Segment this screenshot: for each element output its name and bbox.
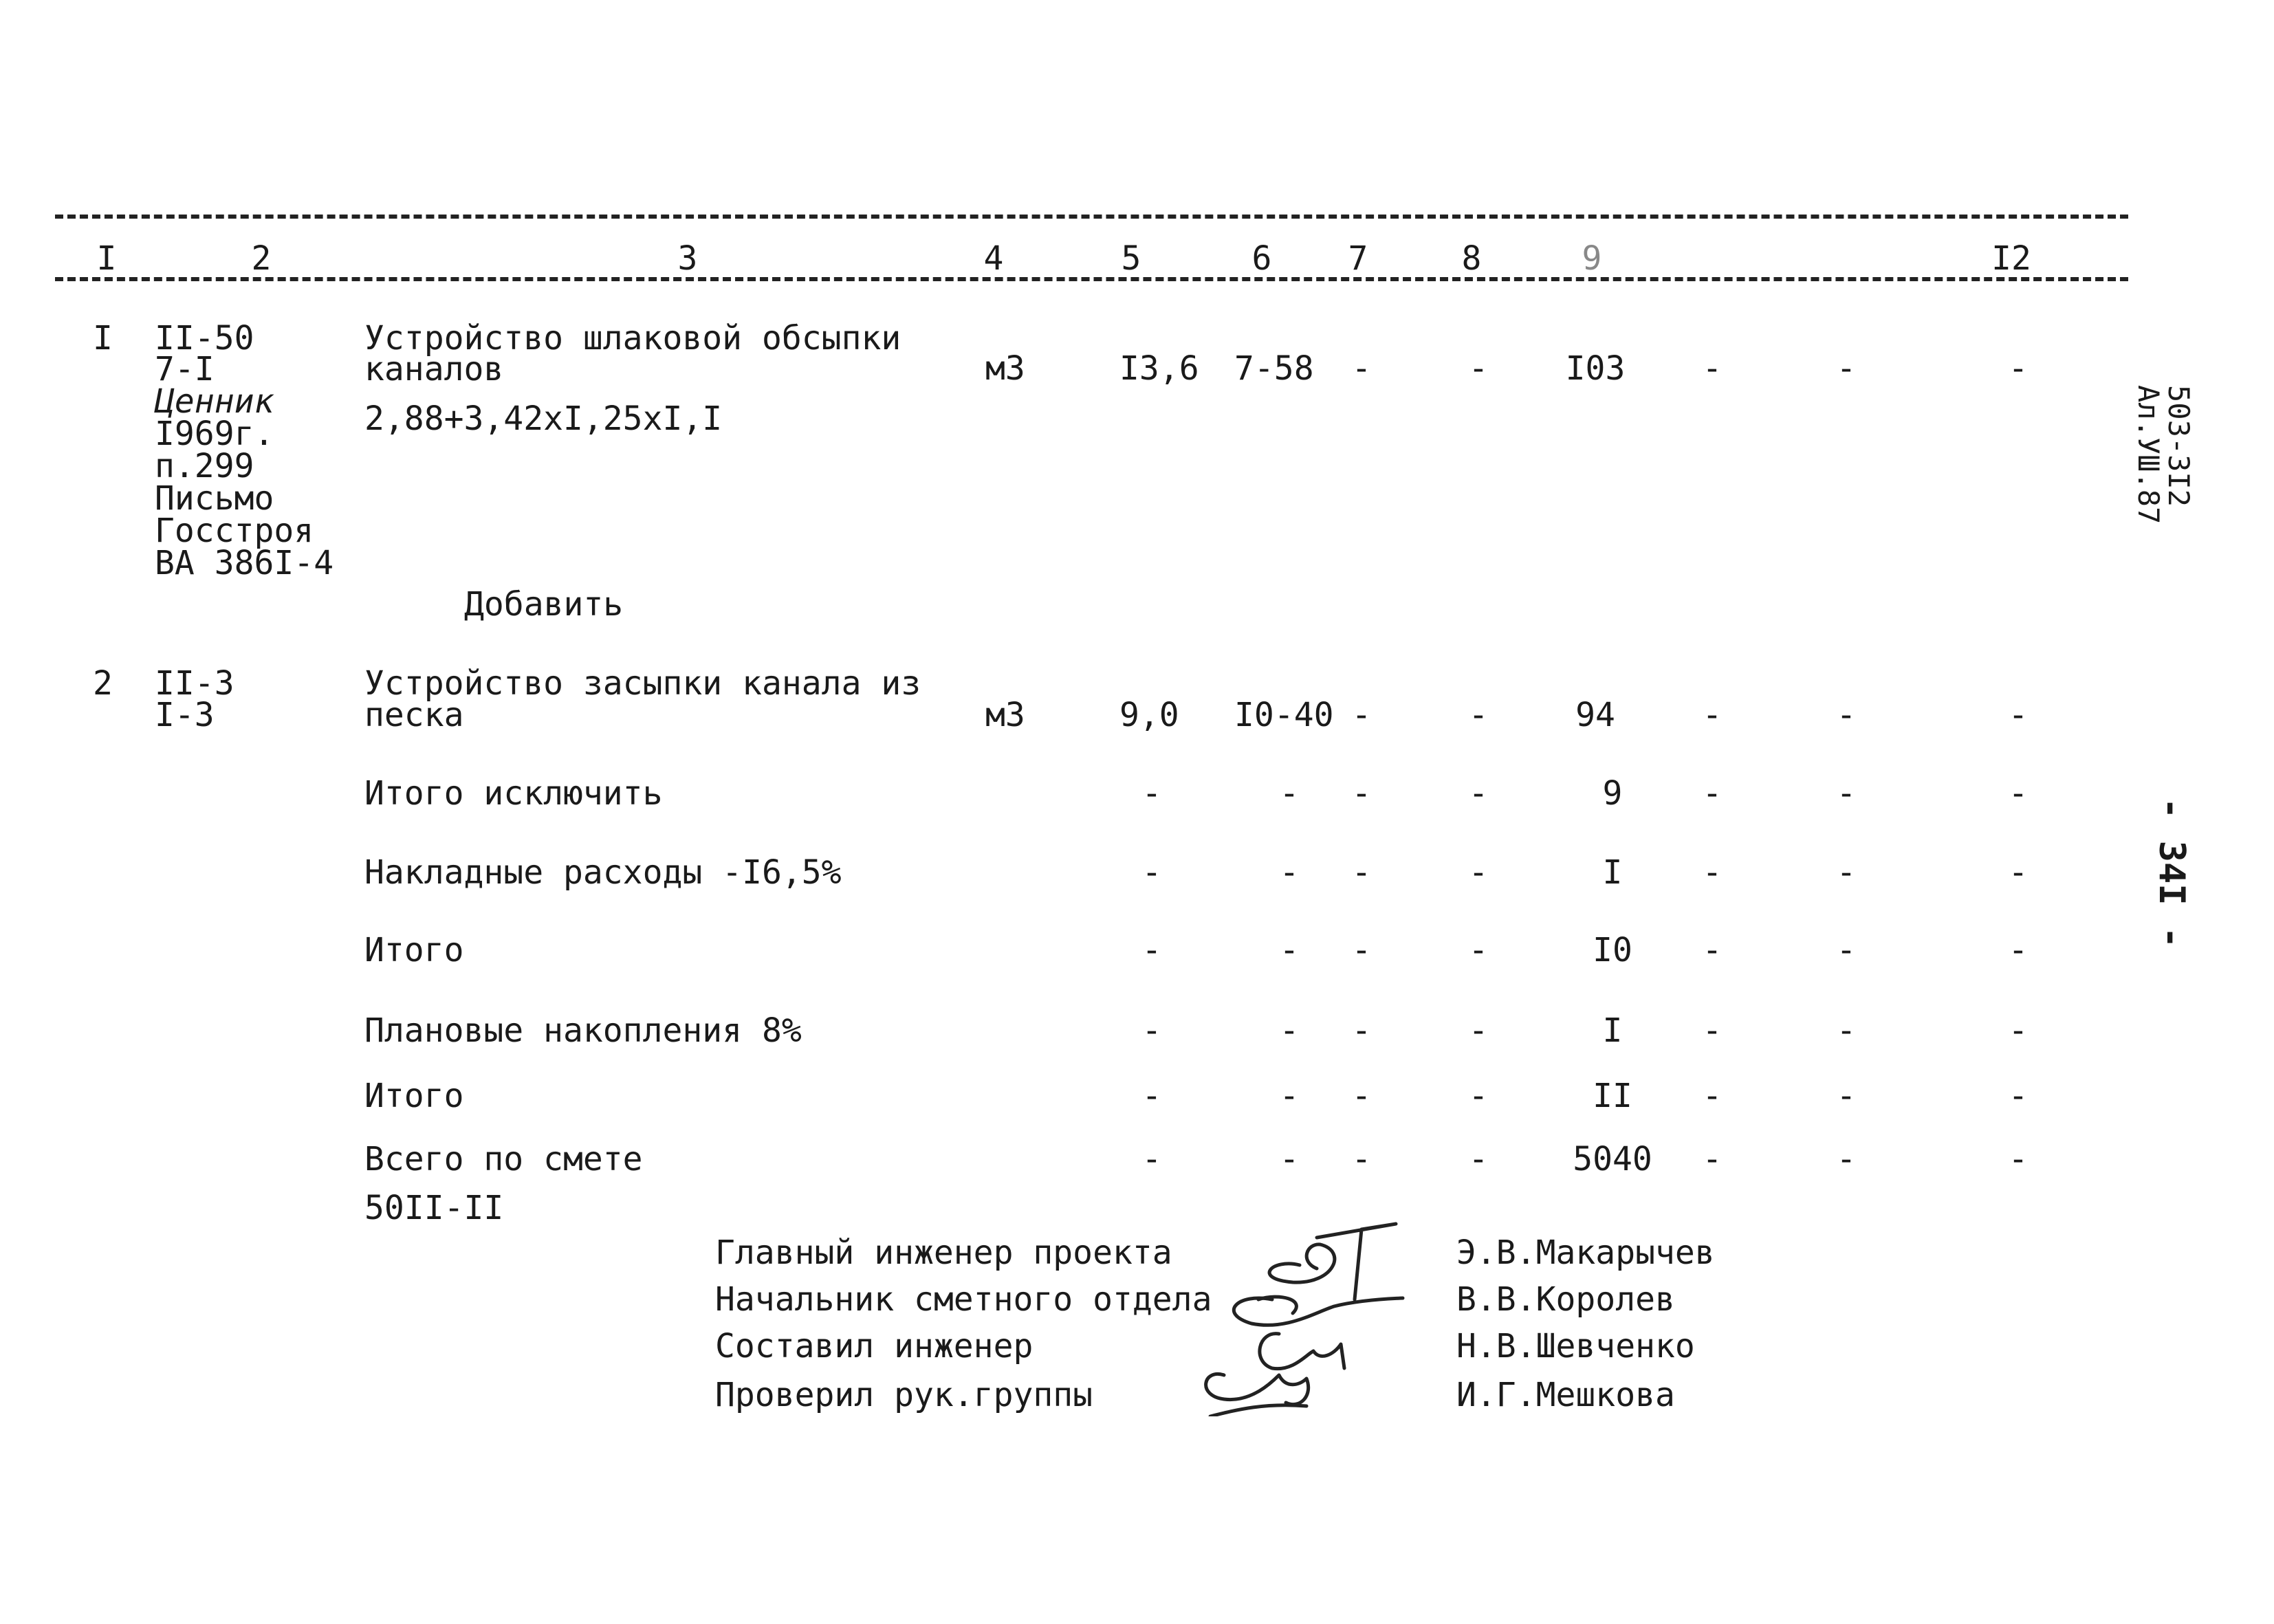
col-header-4: 4 — [983, 239, 1004, 278]
col9-value: 94 — [1575, 696, 1615, 734]
col5-value: - — [1141, 1011, 1162, 1050]
col6-value: - — [1279, 1140, 1300, 1178]
unit: м3 — [985, 349, 1025, 388]
col10-value: - — [1702, 1140, 1723, 1178]
col7-value: - — [1351, 1140, 1372, 1178]
norm-code-line: 7-I — [155, 350, 215, 388]
col-header-7: 7 — [1348, 239, 1368, 278]
col11-value: - — [1836, 1011, 1857, 1050]
work-name-line: песка — [364, 696, 464, 734]
col-header-9: 9 — [1582, 239, 1602, 278]
norm-code-line: I969г. — [155, 415, 274, 453]
col7-value: - — [1351, 349, 1372, 388]
col7-value: - — [1351, 696, 1372, 734]
handwritten-signature-1 — [1196, 1196, 1485, 1416]
norm-code-line: Госстроя — [155, 512, 314, 550]
col6-value: - — [1279, 774, 1300, 813]
quantity: I3,6 — [1119, 349, 1199, 388]
norm-code-line: ВА 386I-4 — [155, 544, 334, 582]
signature-name: В.В.Королев — [1456, 1280, 1675, 1319]
col-header-8: 8 — [1461, 239, 1482, 278]
col9-value: I — [1602, 1011, 1623, 1050]
page-number: - 34I - — [2151, 798, 2192, 949]
col10-value: - — [1702, 1077, 1723, 1115]
side-code-line: 503-3I2 — [2162, 385, 2196, 507]
col11-value: - — [1836, 853, 1857, 892]
col9-value: I0 — [1593, 931, 1632, 969]
col10-value: - — [1702, 774, 1723, 813]
row-number: I — [93, 319, 113, 358]
col8-value: - — [1468, 853, 1489, 892]
work-name-line: Устройство шлаковой обсыпки — [364, 319, 901, 358]
col6-value: - — [1279, 931, 1300, 969]
unit-price: 7-58 — [1234, 349, 1314, 388]
summary-label: Итого — [364, 1077, 464, 1115]
norm-code-line: Письмо — [155, 479, 274, 518]
col-header-2: 2 — [251, 239, 272, 278]
col5-value: - — [1141, 1140, 1162, 1178]
col12-value: - — [2008, 1077, 2029, 1115]
signature-role: Главный инженер проекта — [715, 1233, 1172, 1272]
summary-label: Всего по смете — [364, 1140, 643, 1178]
col-header-6: 6 — [1251, 239, 1272, 278]
col12-value: - — [2008, 1011, 2029, 1050]
col9-value: 5040 — [1573, 1140, 1652, 1178]
norm-code-line: п.299 — [155, 447, 254, 485]
col7-value: - — [1351, 931, 1372, 969]
summary-label: Итого — [364, 931, 464, 969]
col7-value: - — [1351, 1077, 1372, 1115]
col10-value: - — [1702, 853, 1723, 892]
col12-value: - — [2008, 931, 2029, 969]
col9-value: I03 — [1565, 349, 1626, 388]
row-number: 2 — [93, 664, 113, 703]
col5-value: - — [1141, 1077, 1162, 1115]
col8-value: - — [1468, 1140, 1489, 1178]
col11-value: - — [1836, 1140, 1857, 1178]
signature-name: Н.В.Шевченко — [1456, 1327, 1695, 1365]
col6-value: - — [1279, 1011, 1300, 1050]
summary-label: Накладные расходы -I6,5% — [364, 853, 842, 892]
signature-role: Составил инженер — [715, 1327, 1034, 1365]
work-name-line: Устройство засыпки канала из — [364, 664, 921, 703]
unit: м3 — [985, 696, 1025, 734]
signature-role: Проверил рук.группы — [715, 1376, 1093, 1414]
col12-value: - — [2008, 1140, 2029, 1178]
estimate-number: 50II-II — [364, 1189, 504, 1227]
col10-value: - — [1702, 931, 1723, 969]
work-name-line: каналов — [364, 350, 504, 388]
volume-calculation: 2,88+3,42xI,25xI,I — [364, 399, 723, 438]
col10-value: - — [1702, 696, 1723, 734]
col-header-5: 5 — [1121, 239, 1141, 278]
norm-code-line: II-3 — [155, 664, 234, 703]
col7-value: - — [1351, 853, 1372, 892]
col-header-3: 3 — [677, 239, 698, 278]
col11-value: - — [1836, 1077, 1857, 1115]
col9-value: II — [1593, 1077, 1632, 1115]
col6-value: - — [1279, 1077, 1300, 1115]
col8-value: - — [1468, 931, 1489, 969]
norm-code-line: I-3 — [155, 696, 215, 734]
col8-value: - — [1468, 1077, 1489, 1115]
col10-value: - — [1702, 1011, 1723, 1050]
signature-name: И.Г.Мешкова — [1456, 1376, 1675, 1414]
col8-value: - — [1468, 349, 1489, 388]
col9-value: I — [1602, 853, 1623, 892]
col9-value: 9 — [1602, 774, 1623, 813]
col8-value: - — [1468, 774, 1489, 813]
col-header-1: I — [96, 239, 117, 278]
col8-value: - — [1468, 1011, 1489, 1050]
col12-value: - — [2008, 349, 2029, 388]
col-header-12: I2 — [1991, 239, 2031, 278]
col5-value: - — [1141, 774, 1162, 813]
col7-value: - — [1351, 1011, 1372, 1050]
col5-value: - — [1141, 853, 1162, 892]
col12-value: - — [2008, 696, 2029, 734]
add-section-label: Добавить — [464, 585, 624, 624]
col6-value: - — [1279, 853, 1300, 892]
header-top-rule — [55, 215, 2128, 219]
col11-value: - — [1836, 349, 1857, 388]
summary-label: Итого исключить — [364, 774, 663, 813]
signature-role: Начальник сметного отдела — [715, 1280, 1212, 1319]
header-bottom-rule — [55, 277, 2128, 281]
norm-code-line: Ценник — [155, 382, 274, 421]
col11-value: - — [1836, 931, 1857, 969]
summary-label: Плановые накопления 8% — [364, 1011, 802, 1050]
unit-price: I0-40 — [1234, 696, 1334, 734]
col5-value: - — [1141, 931, 1162, 969]
norm-code-line: II-50 — [155, 319, 254, 358]
side-code-line: Ал.УШ.87 — [2132, 385, 2165, 525]
col12-value: - — [2008, 853, 2029, 892]
col7-value: - — [1351, 774, 1372, 813]
col10-value: - — [1702, 349, 1723, 388]
col12-value: - — [2008, 774, 2029, 813]
quantity: 9,0 — [1119, 696, 1179, 734]
col8-value: - — [1468, 696, 1489, 734]
col11-value: - — [1836, 774, 1857, 813]
col11-value: - — [1836, 696, 1857, 734]
signature-name: Э.В.Макарычев — [1456, 1233, 1715, 1272]
side-document-code — [2133, 385, 2194, 524]
